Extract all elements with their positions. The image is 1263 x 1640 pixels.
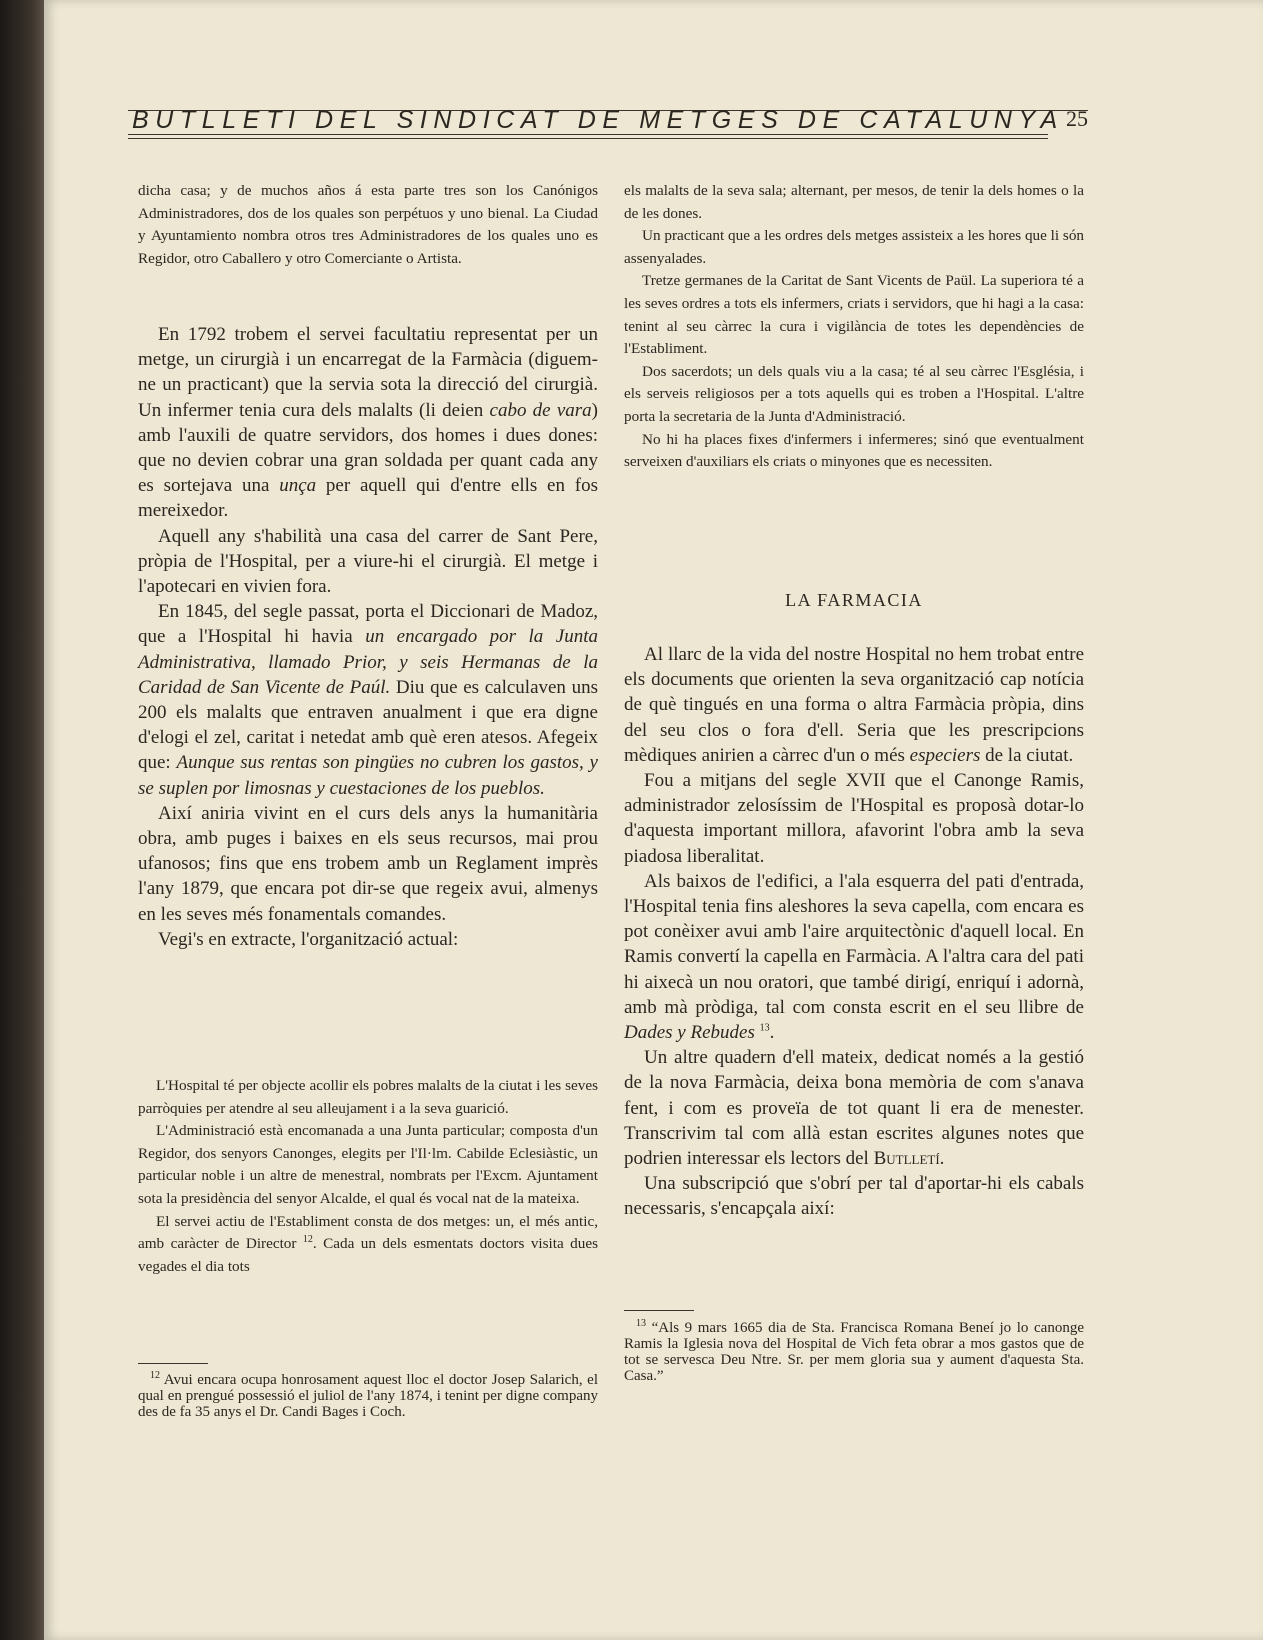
section-heading: LA FARMACIA: [785, 590, 923, 610]
header-rule-bottom: [128, 134, 1048, 135]
main-text-block: [624, 642, 1084, 1222]
regulation-extract-continued: [624, 180, 1084, 474]
paragraph: L'Hospital té per objecte acollir els pobres malalts de la ciutat i les seves parròquies per atendre al seu alleujament i a la seva guarició.: [138, 1077, 598, 1117]
main-text-block: [138, 322, 598, 952]
paragraph: Aquell any s'habilità una casa del carrer de Sant Pere, pròpia de l'Hospital, per a viure-hi el cirurgià. El metge i l'apotecari en vivien fora.: [138, 525, 598, 598]
paragraph: Dos sacerdots; un dels quals viu a la casa; té al seu càrrec l'Església, i els serveis religiosos per a tots aquells qui es troben a l'Hospital. L'altre porta la secretaria de la Junta d'Administració.: [624, 362, 1084, 425]
quoted-block-continuation: [138, 180, 598, 270]
paragraph: Una subscripció que s'obrí per tal d'aportar-hi els cabals necessaris, s'encapçala així:: [624, 1173, 1084, 1220]
paragraph: Fou a mitjans del segle XVII que el Canonge Ramis, administrador zelosíssim de l'Hospital es proposà dotar-lo d'aquesta important millora, afavorint l'obra amb la seva piadosa liberalitat.: [624, 770, 1084, 867]
paragraph: Als baixos de l'edifici, a l'ala esquerra del pati d'entrada, l'Hospital tenia fins aleshores la seva capella, com encara es pot conèixer avui amb l'aire arquitectònic d'aquell local. En Ramis convertí la capella en Farmàcia. A l'altra cara del pati hi aixecà un nou oratori, que també dirigí, enriquí i adornà, amb mà pròdiga, tal com consta escrit en el seu llibre de Dades y Rebudes $^{13}$.: [624, 870, 1084, 1044]
paragraph: dicha casa; y de muchos años á esta parte tres son los Canónigos Administradores, dos de los quales son perpétuos y uno bienal. La Ciudad y Ayuntamiento nombra otros tres Administradores de los quales uno es Regidor, otro Caballero y otro Comerciante o Artista.: [138, 182, 598, 267]
footnote-ref: 13: [759, 1022, 770, 1034]
footnote-12: $^{12}$ Avui encara ocupa honrosament aquest lloc el doctor Josep Salarich, el qual en prengué possessió el juliol de l'any 1874, i tenint per digne company des de fa 35 anys el Dr. Candi Bages i Coch.: [138, 1370, 598, 1420]
footnote-number: 13: [636, 1318, 646, 1329]
footnote-13: $^{13}$ “Als 9 mars 1665 dia de Sta. Francisca Romana Beneí jo lo canonge Ramis la Iglesia nova del Hospital de Vich feta obrar a mos gastos que de tot se servesca Deu Ntre. Sr. per mem gloria sua y aument d'aquesta Sta. Casa.”: [624, 1318, 1084, 1384]
footnote-number: 12: [150, 1370, 160, 1381]
header-rule-bottom-thin: [128, 138, 1048, 139]
book-spine-shadow: [0, 0, 44, 1640]
paragraph: El servei actiu de l'Establiment consta de dos metges: un, el més antic, amb caràcter de Director $^{12}$. Cada un dels esmentats doctors visita dues vegades el dia tots: [138, 1212, 599, 1275]
paragraph: els malalts de la seva sala; alternant, per mesos, de tenir la dels homes o la de les dones.: [624, 182, 1084, 222]
footnote-ref: 12: [302, 1234, 313, 1246]
footnote-rule: [624, 1310, 694, 1311]
paragraph: Tretze germanes de la Caritat de Sant Vicents de Paül. La superiora té a les seves ordres a tots els infermers, criats i servidors, que hi hagi a la casa: tenint al seu càrrec la cura i vigilància de totes les dependències de l'Establiment.: [624, 272, 1084, 358]
journal-title: BUTLLETI DEL SINDICAT DE METGES DE CATALUNYA: [132, 106, 1064, 134]
paragraph: Així aniria vivint en el curs dels anys la humanitària obra, amb puges i baixes en els seus recursos, mai prou ufanosos; fins que ens trobem amb un Reglament imprès l'any 1879, que encara pot dir-se que regeix avui, almenys en les seves més fonamentals comandes.: [138, 802, 598, 925]
paragraph: En 1845, del segle passat, porta el Diccionari de Madoz, que a l'Hospital hi havia un encargado por la Junta Administrativa, llamado Prior, y seis Hermanas de la Caridad de San Vicente de Paúl. Diu que es calculaven uns 200 els malalts que entraven anualment i que era digne d'elogi el zel, caritat i netedat amb què eren atesos. Afegeix que: Aunque sus rentas son pingües no cubren los gastos, y se suplen por limosnas y cuestaciones de los pueblos.: [138, 601, 598, 799]
paragraph: L'Administració està encomanada a una Junta particular; composta d'un Regidor, dos senyors Canonges, elegits per l'Il·lm. Cabilde Eclesiàstic, un particular noble i un altre de menestral, nombrats per l'Excm. Ajuntament sota la presidència del senyor Alcalde, el qual és vocal nat de la mateixa.: [138, 1122, 598, 1207]
paragraph: Vegi's en extracte, l'organització actual:: [158, 928, 459, 950]
paragraph: Un practicant que a les ordres dels metges assisteix a les hores que li són assenyalades.: [624, 227, 1085, 267]
footnote-rule: [138, 1363, 208, 1364]
paragraph: Un altre quadern d'ell mateix, dedicat només a la gestió de la nova Farmàcia, deixa bona memòria de com s'anava fent, i com es proveïa de tot quant li era de menester. Transcrivim tal com allà estan escrites algunes notes que podrien interessar els lectors del Butlletí.: [624, 1047, 1084, 1170]
regulation-extract: [138, 1075, 598, 1278]
running-header: [128, 100, 1088, 150]
paragraph: No hi ha places fixes d'infermers i infermeres; sinó que eventualment serveixen d'auxiliars els criats o minyones que es necessiten.: [624, 430, 1084, 471]
paragraph: En 1792 trobem el servei facultatiu representat per un metge, un cirurgià i un encarregat de la Farmàcia (diguem-ne un practicant) que la servia sota la direcció del cirurgià. Un infermer tenia cura dels malalts (li deien cabo de vara) amb l'auxili de quatre servidors, dos homes i dues dones: que no devien cobrar una gran soldada per quant cada any es sortejava una unça per aquell qui d'entre ells en fos mereixedor.: [138, 324, 598, 522]
page-number: 25: [1066, 106, 1088, 131]
paragraph: Al llarc de la vida del nostre Hospital no hem trobat entre els documents que orienten la seva organització cap notícia de què tingués en una forma o altra Farmàcia pròpia, dins del seu clos o fora d'ell. Seria que les prescripcions mèdiques anirien a càrrec d'un o més especiers de la ciutat.: [624, 644, 1084, 766]
